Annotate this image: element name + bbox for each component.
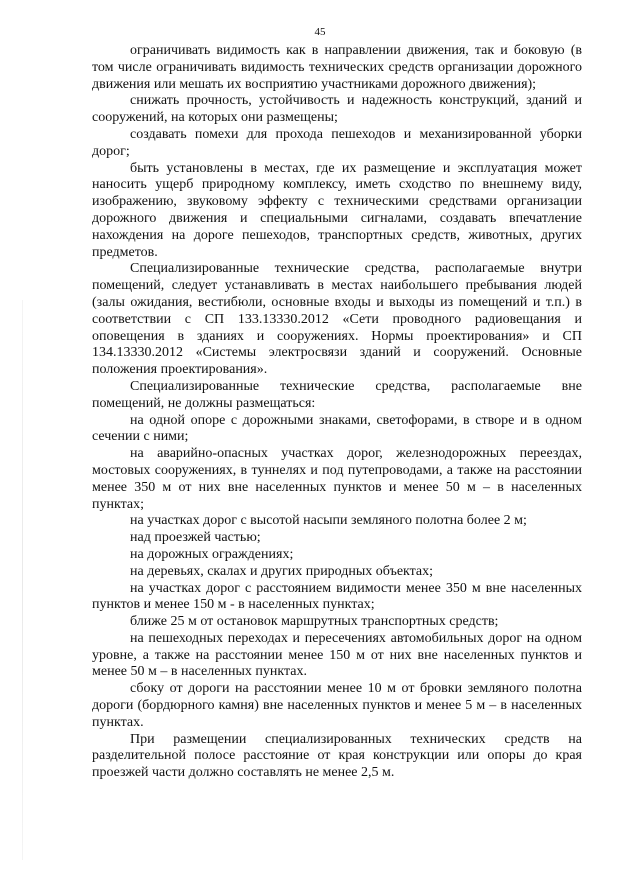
scan-edge-shadow — [22, 300, 23, 860]
paragraph-strength: снижать прочность, устойчивость и надежность конструкций, зданий и сооружений, на которых они размещены; — [92, 93, 582, 126]
paragraph-indoor-placement: Специализированные технические средства, располагаемые внутри помещений, следует устанавливать в местах наибольшего пребывания людей (залы ожидания, вестибюли, основные входы и выходы из помещений и т.п.) в соответствии с СП 133.13330.2012 «Сети проводного радиовещания и оповещения в зданиях и сооружениях. Нормы проектирования» и СП 134.13330.2012 «Системы электросвязи зданий и сооружений. Основные положения проектирования». — [92, 261, 582, 378]
paragraph-natural-complex: быть установлены в местах, где их размещение и эксплуатация может наносить ущерб природному комплексу, иметь сходство по внешнему виду, изображению, звуковому эффекту с техническими средствами организации дорожного движения и специальными сигналами, создавать впечатление нахождения на дороге пешеходов, транспортных средств, животных, других предметов. — [92, 160, 582, 260]
paragraph-pedestrian-obstacles: создавать помехи для прохода пешеходов и механизированной уборки дорог; — [92, 126, 582, 159]
list-item-embankment: на участках дорог с высотой насыпи земляного полотна более 2 м; — [130, 513, 527, 529]
list-item-above-roadway: над проезжей частью; — [130, 530, 261, 546]
list-item-bus-stops: ближе 25 м от остановок маршрутных транспортных средств; — [130, 614, 499, 630]
list-item-dangerous-sections: на аварийно-опасных участках дорог, железнодорожных переездах, мостовых сооружениях, в туннелях и под путепроводами, а также на расстоянии менее 350 м от них вне населенных пунктов и менее 50 м – в населенных пунктах; — [92, 446, 582, 512]
page-number: 45 — [314, 26, 326, 38]
document-body — [92, 43, 582, 782]
list-item-road-barriers: на дорожных ограждениях; — [130, 546, 294, 562]
paragraph-outdoor-restrictions: Специализированные технические средства, располагаемые вне помещений, не должны размещаться: — [92, 378, 582, 411]
paragraph-median-strip: При размещении специализированных технических средств на разделительной полосе расстояние от края конструкции или опоры до края проезжей части должно составлять не менее 2,5 м. — [92, 731, 582, 781]
list-item-natural-objects: на деревьях, скалах и других природных объектах; — [130, 563, 434, 579]
list-item-visibility-distance: на участках дорог с расстоянием видимости менее 350 м вне населенных пунктов и менее 150 м - в населенных пунктах; — [92, 580, 582, 613]
list-item-same-support: на одной опоре с дорожными знаками, светофорами, в створе и в одном сечении с ними; — [92, 412, 582, 445]
list-item-crossings: на пешеходных переходах и пересечениях автомобильных дорог на одном уровне, а также на расстоянии менее 150 м от них вне населенных пунктов и менее 50 м – в населенных пунктах. — [92, 630, 582, 680]
paragraph-visibility: ограничивать видимость как в направлении движения, так и боковую (в том числе ограничивать видимость технических средств организации дорожного движения или мешать их восприятию участниками дорожного движения); — [92, 43, 582, 92]
list-item-roadside-distance: сбоку от дороги на расстоянии менее 10 м от бровки земляного полотна дороги (бордюрного камня) вне населенных пунктов и менее 5 м – в населенных пунктах. — [92, 681, 582, 730]
